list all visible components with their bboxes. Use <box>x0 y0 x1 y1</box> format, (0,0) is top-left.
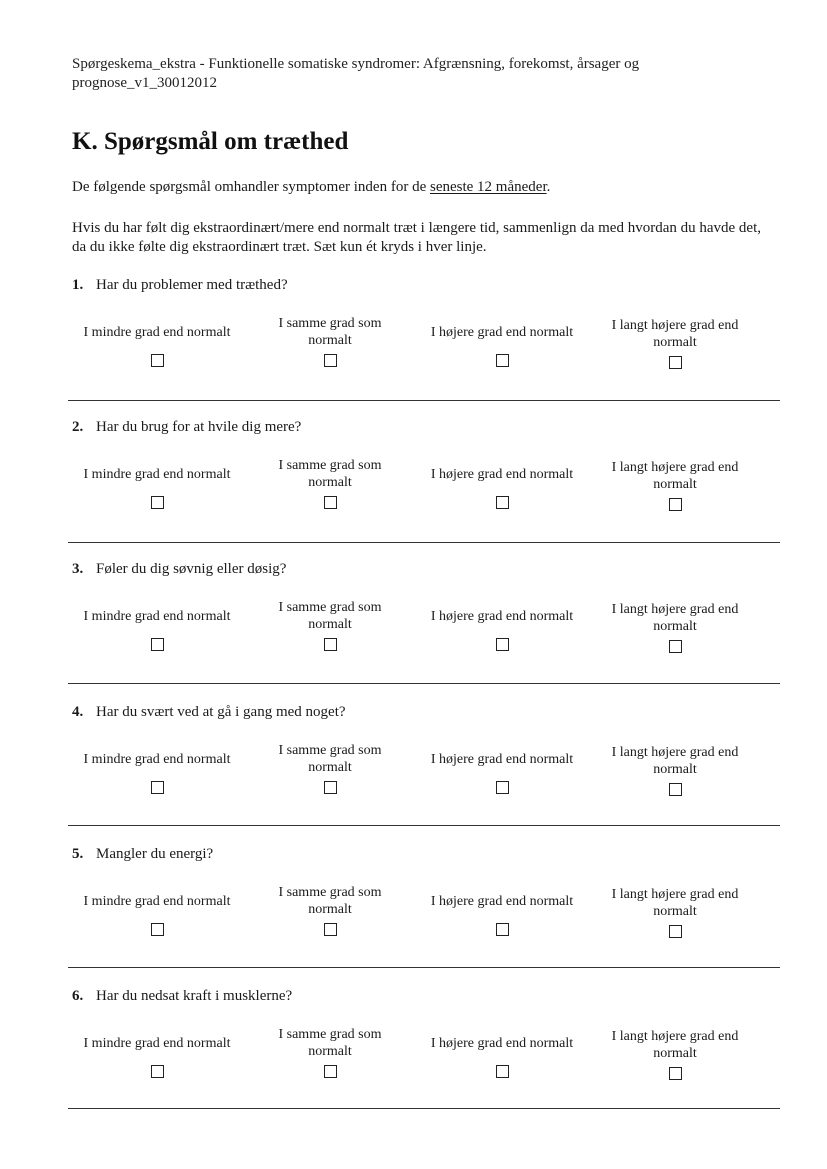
option-less <box>82 1025 232 1078</box>
checkbox-more[interactable] <box>496 923 509 936</box>
option-label: I højere grad end normalt <box>430 466 574 482</box>
question-number: 4. <box>72 704 84 720</box>
option-much-more <box>600 316 750 369</box>
checkbox-much-more[interactable] <box>669 356 682 369</box>
question-number: 5. <box>72 846 84 862</box>
option-label: I højere grad end normalt <box>430 1035 574 1051</box>
question-number: 1. <box>72 277 84 293</box>
option-label: I samme grad som normalt <box>278 1027 382 1059</box>
question-number: 6. <box>72 988 84 1004</box>
checkbox-more[interactable] <box>496 496 509 509</box>
option-more <box>427 741 577 794</box>
checkbox-same[interactable] <box>324 1065 337 1078</box>
option-label: I langt højere grad end normalt <box>611 887 739 919</box>
question-5 <box>0 845 827 965</box>
option-label: I samme grad som normalt <box>278 600 382 632</box>
option-same <box>255 314 405 367</box>
question-4 <box>0 703 827 823</box>
question-6 <box>0 987 827 1107</box>
question-label: Har du brug for at hvile dig mere? <box>96 419 302 435</box>
checkbox-same[interactable] <box>324 923 337 936</box>
option-label: I mindre grad end normalt <box>83 751 231 767</box>
question-3 <box>0 560 827 680</box>
option-label: I langt højere grad end normalt <box>611 602 739 634</box>
option-label: I højere grad end normalt <box>430 751 574 767</box>
option-same <box>255 1025 405 1078</box>
question-label: Føler du dig søvnig eller døsig? <box>96 561 287 577</box>
option-much-more <box>600 885 750 938</box>
option-label: I højere grad end normalt <box>430 893 574 909</box>
option-label: I mindre grad end normalt <box>83 608 231 624</box>
option-label: I mindre grad end normalt <box>83 324 231 340</box>
option-more <box>427 456 577 509</box>
option-label: I mindre grad end normalt <box>83 893 231 909</box>
checkbox-much-more[interactable] <box>669 498 682 511</box>
checkbox-same[interactable] <box>324 638 337 651</box>
section-title: K. Spørgsmål om træthed <box>72 128 349 155</box>
checkbox-same[interactable] <box>324 781 337 794</box>
divider <box>68 825 780 826</box>
intro-period: seneste 12 måneder <box>429 179 547 195</box>
option-less <box>82 456 232 509</box>
option-same <box>255 883 405 936</box>
option-more <box>427 314 577 367</box>
divider <box>68 683 780 684</box>
instructions-text: Hvis du har følt dig ekstraordinært/mere end normalt træt i længere tid, sammenlign da med hvordan du havde det, da du ikke følte dig ekstraordinært træt. Sæt kun ét kryds i hver linje. <box>72 220 762 255</box>
option-much-more <box>600 1027 750 1080</box>
option-less <box>82 598 232 651</box>
option-label: I mindre grad end normalt <box>83 1035 231 1051</box>
question-label: Mangler du energi? <box>96 846 214 862</box>
question-label: Har du problemer med træthed? <box>96 277 288 293</box>
question-text <box>72 276 288 295</box>
option-label: I samme grad som normalt <box>278 316 382 348</box>
checkbox-less[interactable] <box>151 1065 164 1078</box>
checkbox-less[interactable] <box>151 923 164 936</box>
intro-suffix: . <box>546 179 551 195</box>
option-much-more <box>600 743 750 796</box>
option-less <box>82 883 232 936</box>
divider <box>68 1108 780 1109</box>
question-2 <box>0 418 827 538</box>
option-label: I langt højere grad end normalt <box>611 460 739 492</box>
option-same <box>255 598 405 651</box>
checkbox-more[interactable] <box>496 638 509 651</box>
option-label: I langt højere grad end normalt <box>611 745 739 777</box>
checkbox-much-more[interactable] <box>669 925 682 938</box>
option-more <box>427 1025 577 1078</box>
divider <box>68 967 780 968</box>
question-number: 3. <box>72 561 84 577</box>
question-text <box>72 560 286 579</box>
question-text <box>72 703 346 722</box>
option-label: I langt højere grad end normalt <box>611 1029 739 1061</box>
question-number: 2. <box>72 419 84 435</box>
option-label: I samme grad som normalt <box>278 743 382 775</box>
option-less <box>82 741 232 794</box>
checkbox-more[interactable] <box>496 354 509 367</box>
document-header: Spørgeskema_ekstra - Funktionelle somatiske syndromer: Afgrænsning, forekomst, årsager og prognose_v1_30012012 <box>72 56 640 91</box>
checkbox-more[interactable] <box>496 1065 509 1078</box>
checkbox-much-more[interactable] <box>669 640 682 653</box>
option-label: I samme grad som normalt <box>278 458 382 490</box>
checkbox-same[interactable] <box>324 496 337 509</box>
option-much-more <box>600 458 750 511</box>
checkbox-less[interactable] <box>151 496 164 509</box>
option-label: I samme grad som normalt <box>278 885 382 917</box>
checkbox-less[interactable] <box>151 354 164 367</box>
option-same <box>255 741 405 794</box>
option-label: I højere grad end normalt <box>430 324 574 340</box>
checkbox-less[interactable] <box>151 781 164 794</box>
option-label: I mindre grad end normalt <box>83 466 231 482</box>
option-label: I langt højere grad end normalt <box>611 318 739 350</box>
checkbox-less[interactable] <box>151 638 164 651</box>
question-label: Har du nedsat kraft i musklerne? <box>96 988 293 1004</box>
question-text <box>72 845 213 864</box>
option-same <box>255 456 405 509</box>
option-label: I højere grad end normalt <box>430 608 574 624</box>
divider <box>68 542 780 543</box>
question-text <box>72 987 292 1006</box>
divider <box>68 400 780 401</box>
intro-prefix: De følgende spørgsmål omhandler symptomer inden for de <box>72 179 430 195</box>
question-1 <box>0 276 827 396</box>
option-more <box>427 598 577 651</box>
checkbox-much-more[interactable] <box>669 783 682 796</box>
question-text <box>72 418 301 437</box>
intro-text <box>72 178 777 197</box>
question-label: Har du svært ved at gå i gang med noget? <box>96 704 346 720</box>
checkbox-same[interactable] <box>324 354 337 367</box>
checkbox-more[interactable] <box>496 781 509 794</box>
option-much-more <box>600 600 750 653</box>
checkbox-much-more[interactable] <box>669 1067 682 1080</box>
option-less <box>82 314 232 367</box>
option-more <box>427 883 577 936</box>
